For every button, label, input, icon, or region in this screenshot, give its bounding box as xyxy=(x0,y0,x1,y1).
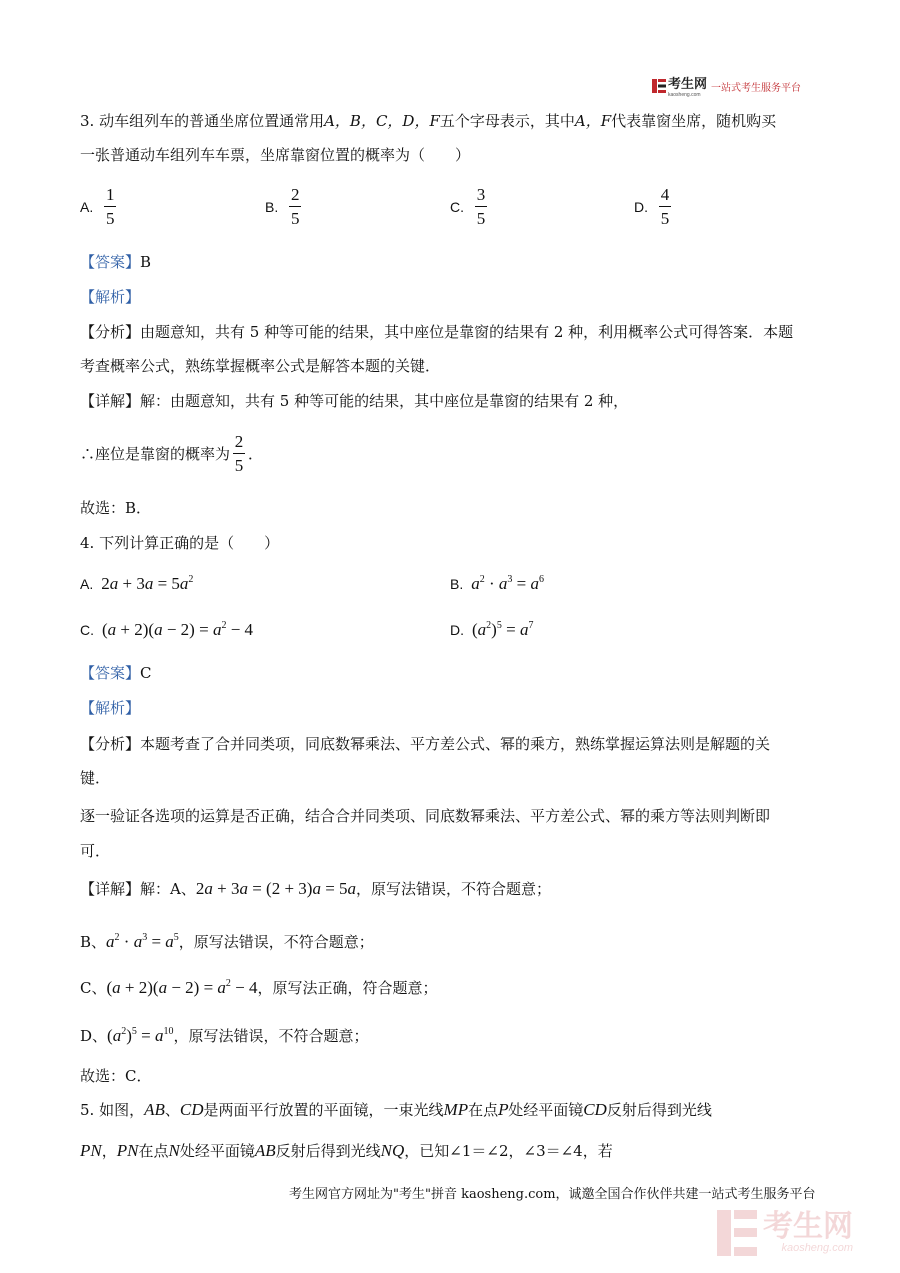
q4-option-c-formula: $(a + 2)(a - 2) = a^2 - 4$ xyxy=(102,620,254,639)
q3-option-d: D. $\frac{4}{5}$ xyxy=(634,185,670,228)
header-logo xyxy=(652,74,801,98)
watermark-logo-icon xyxy=(717,1210,757,1256)
q3-fenxi-line2: 考查概率公式，熟练掌握概率公式是解答本题的关键． xyxy=(80,357,441,375)
q4-stem: 4. 下列计算正确的是（ ） xyxy=(80,534,280,552)
q3-option-b: B. $\frac{2}{5}$ xyxy=(265,185,300,228)
q4-option-d-formula: $(a^2)^5 = a^7$ xyxy=(472,620,534,639)
q4-choose: 故选：C． xyxy=(80,1067,152,1085)
q4-analysis-tag: 【解析】 xyxy=(80,699,141,717)
q4-fenxi-line2: 键． xyxy=(80,769,111,787)
logo-domain: kaosheng.com xyxy=(668,92,701,98)
fraction: $\frac{1}{5}$ xyxy=(105,185,115,228)
fraction: $\frac{2}{5}$ xyxy=(290,185,300,228)
q5-stem-line1: 5. 如图，AB、CD是两面平行放置的平面镜，一束光线MP在点P处经平面镜CD反射后得到光线 xyxy=(80,1100,712,1119)
q4-option-b-formula: $a^2 \cdot a^3 = a^6$ xyxy=(471,574,544,593)
q3-option-a: A. $\frac{1}{5}$ xyxy=(80,185,115,228)
q3-fenxi-line1: 【分析】由题意知，共有 5 种等可能的结果，其中座位是靠窗的结果有 2 种，利用概率公式可得答案．本题 xyxy=(80,323,794,341)
fraction: $\frac{2}{5}$ xyxy=(234,432,244,475)
q3-option-c: C. $\frac{3}{5}$ xyxy=(450,185,486,228)
watermark-domain: kaosheng.com xyxy=(781,1242,853,1254)
q3-stem-line1: 3. 动车组列车的普通坐席位置通常用A，B，C，D，F五个字母表示，其中A，F代表靠窗坐席，随机购买 xyxy=(80,112,777,130)
fraction: $\frac{4}{5}$ xyxy=(660,185,670,228)
q4-xiangjie-a: 【详解】解：A、2a + 3a = (2 + 3)a = 5a，原写法错误，不符合题意； xyxy=(80,879,552,898)
q4-option-a-formula: $2a + 3a = 5a^2$ xyxy=(101,574,194,593)
logo-name: 考生网 xyxy=(668,76,708,91)
q4-fenxi-line3: 逐一验证各选项的运算是否正确，结合合并同类项、同底数幂乘法、平方差公式、幂的乘方等法则判断即 xyxy=(80,807,771,825)
q3-stem-line2: 一张普通动车组列车车票，坐席靠窗位置的概率为（ ） xyxy=(80,146,471,164)
q4-option-d: D. $(a^2)^5 = a^7$ xyxy=(450,620,534,639)
q4-xiangjie-c: C、$(a + 2)(a - 2) = a^2 - 4$，原写法正确，符合题意； xyxy=(80,978,438,997)
q3-analysis-tag: 【解析】 xyxy=(80,288,141,306)
q3-therefore: ∴座位是靠窗的概率为 $\frac{2}{5}$ ． xyxy=(80,432,264,475)
q4-fenxi-line4: 可． xyxy=(80,842,111,860)
q3-choose: 故选：B． xyxy=(80,499,152,517)
header-slogan: 一站式考生服务平台 xyxy=(711,82,802,94)
q3-xiangjie-line1: 【详解】解：由题意知，共有 5 种等可能的结果，其中座位是靠窗的结果有 2 种， xyxy=(80,392,629,410)
fraction: $\frac{3}{5}$ xyxy=(476,185,486,228)
watermark-text: 考生网 xyxy=(763,1210,853,1243)
q4-option-c: C. $(a + 2)(a - 2) = a^2 - 4$ xyxy=(80,620,254,639)
q4-xiangjie-b: B、$a^2 \cdot a^3 = a^5$，原写法错误，不符合题意； xyxy=(80,932,374,951)
q5-stem-line2: PN，PN在点N处经平面镜AB反射后得到光线NQ，已知∠1＝∠2，∠3＝∠4，若 xyxy=(80,1141,613,1160)
q4-option-a: A. $2a + 3a = 5a^2$ xyxy=(80,574,194,593)
q4-answer: 【答案】C xyxy=(80,664,152,682)
q4-xiangjie-d: D、$(a^2)^5 = a^{10}$，原写法错误，不符合题意； xyxy=(80,1026,369,1045)
kaosheng-logo-icon xyxy=(652,79,666,93)
q3-answer: 【答案】B xyxy=(80,253,152,271)
page-footer: 考生网官方网址为"考生"拼音 kaosheng.com，诚邀全国合作伙伴共建一站式考生服务平台 xyxy=(289,1187,816,1202)
q4-option-b: B. $a^2 \cdot a^3 = a^6$ xyxy=(450,574,544,593)
q4-fenxi-line1: 【分析】本题考查了合并同类项，同底数幂乘法、平方差公式、幂的乘方，熟练掌握运算法则是解题的关 xyxy=(80,735,771,753)
watermark xyxy=(717,1208,887,1258)
